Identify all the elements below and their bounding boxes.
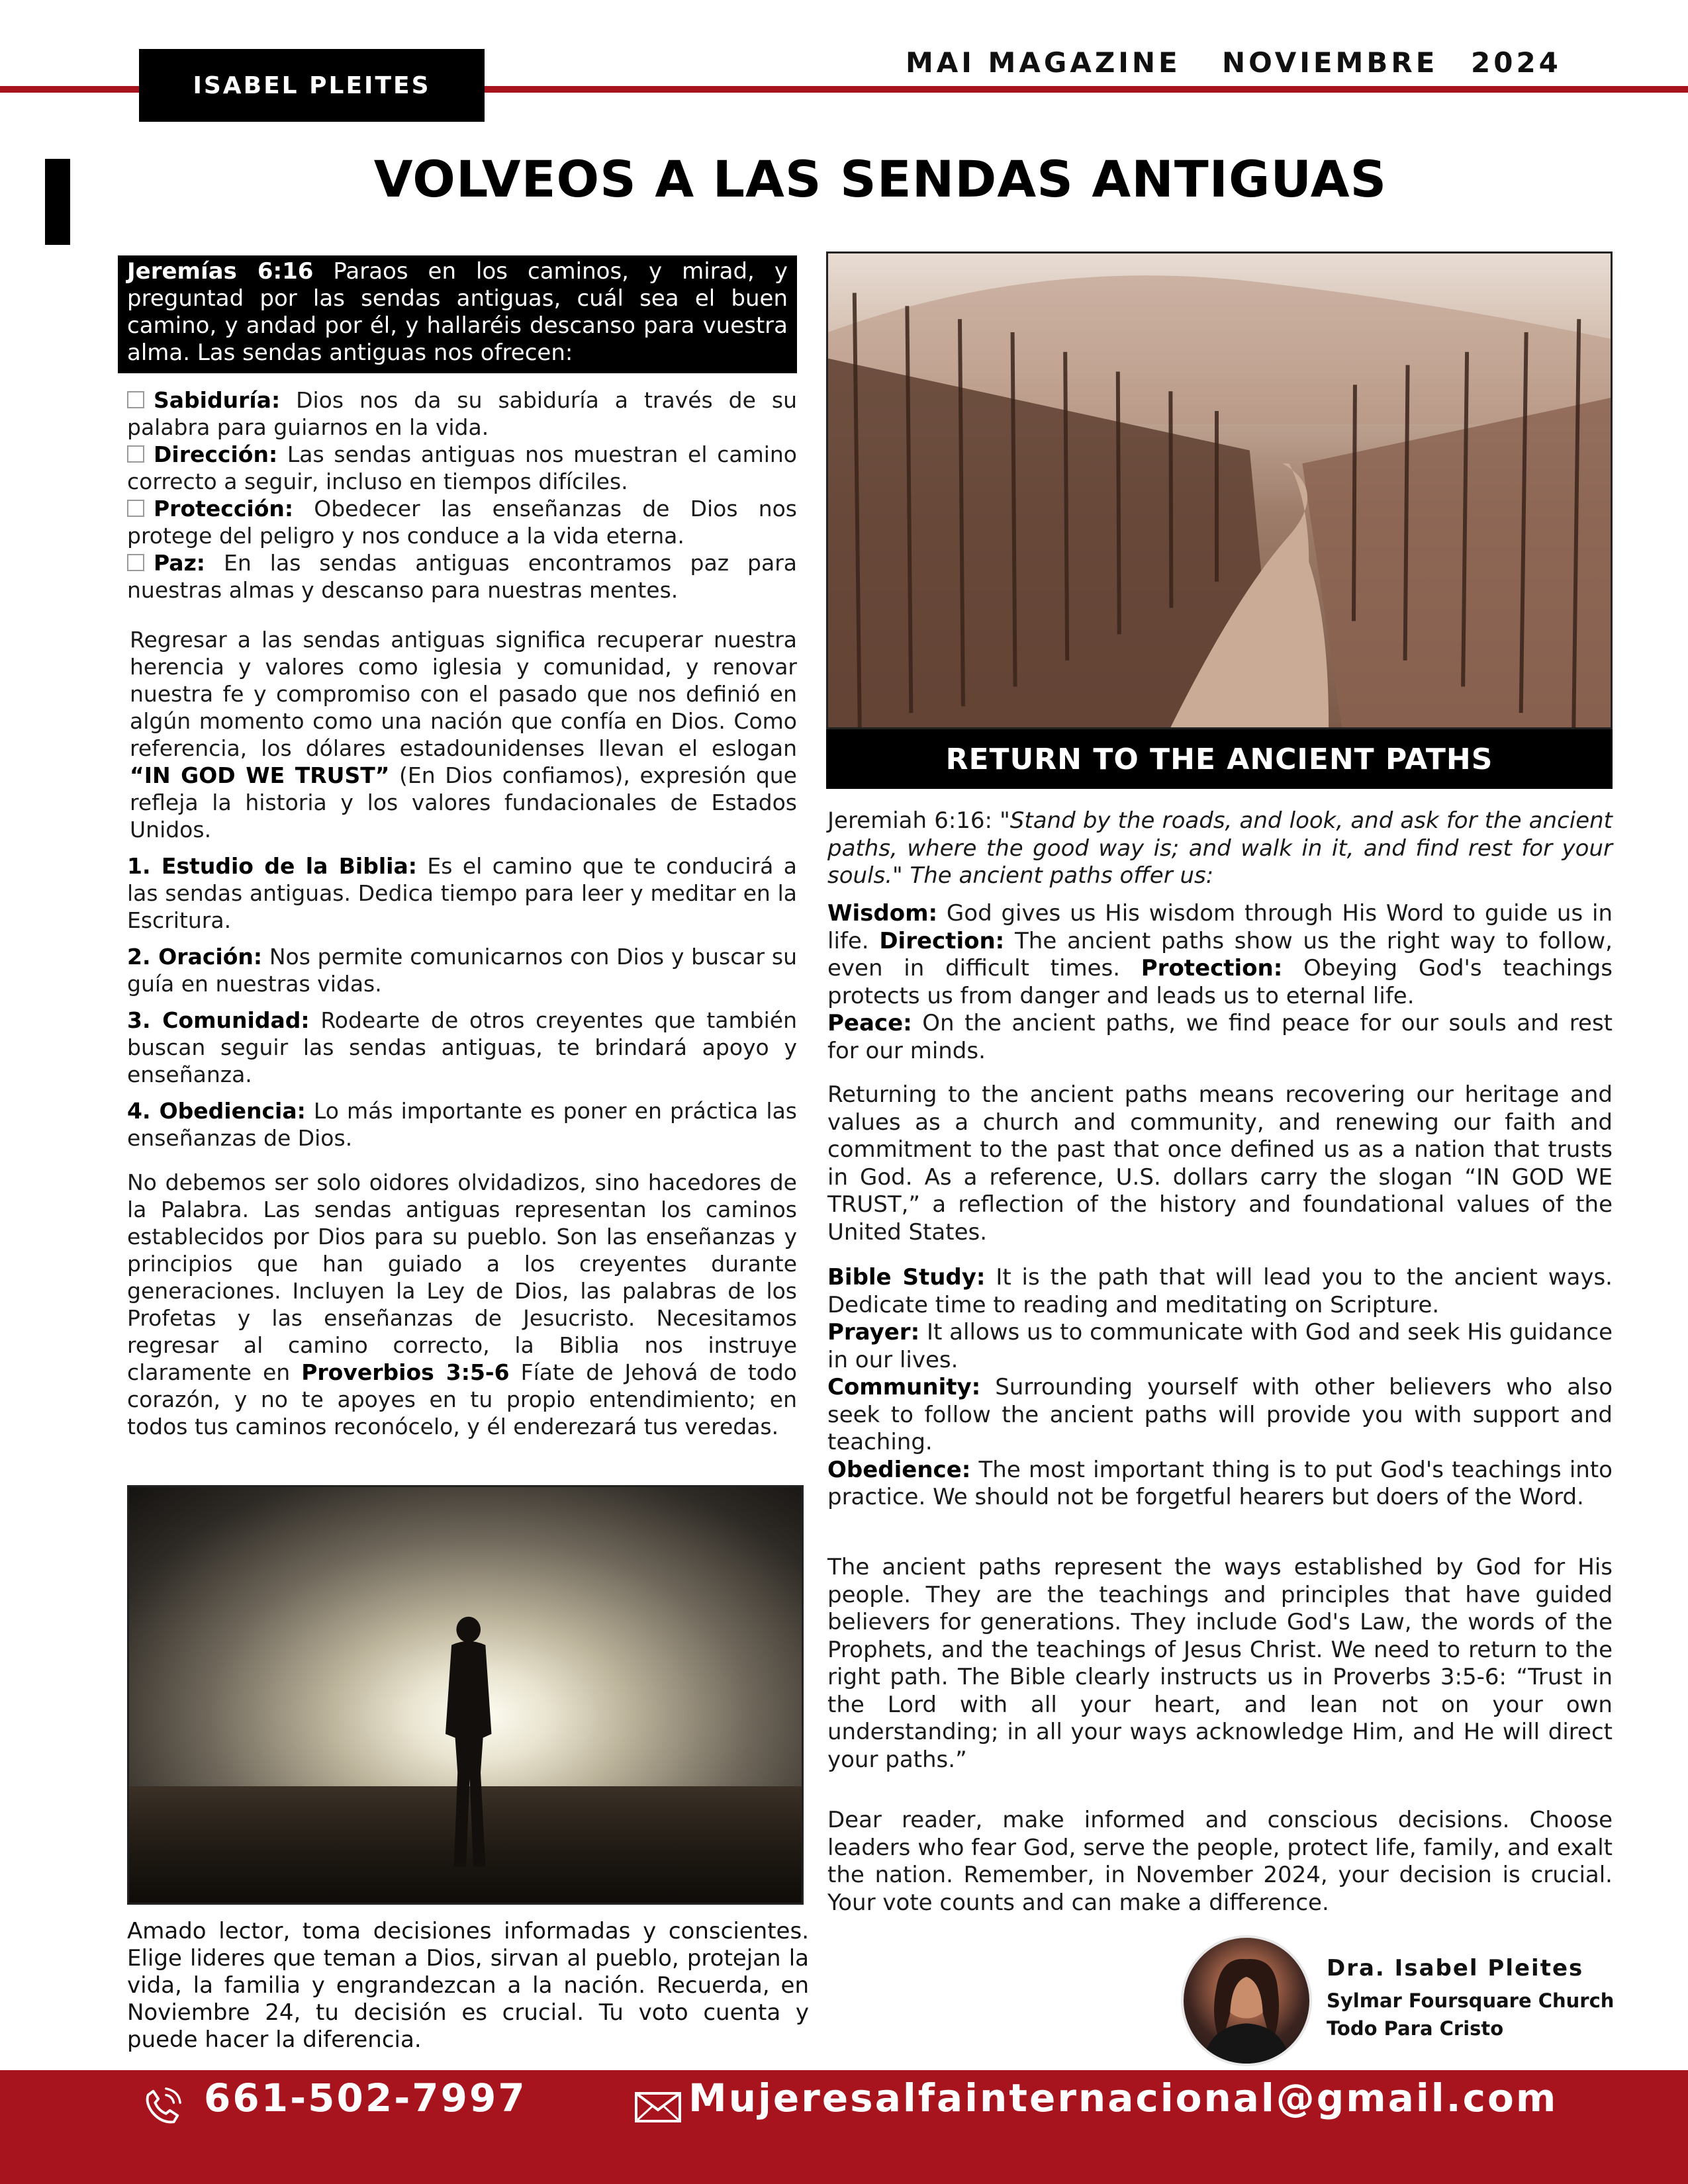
checkbox-icon xyxy=(127,554,144,571)
list-item: 2. Oración: Nos permite comunicarnos con Dios y buscar su guía en nuestras vidas. xyxy=(127,944,797,997)
list-item: Bible Study: It is the path that will lead you to the ancient ways. Dedicate time to reading and meditating on Scripture. xyxy=(827,1264,1613,1318)
author-avatar xyxy=(1181,1935,1312,2066)
author-portrait xyxy=(1184,1938,1309,2064)
issue-year: 2024 xyxy=(1471,46,1562,79)
spanish-closing: Amado lector, toma decisiones informadas y conscientes. Elige lideres que teman a Dios, sirvan al pueblo, protejan la vida, la familia y engrandezcan a la nación. Recuerda, en Noviembre 24, tu decisión es crucial. Tu voto cuenta y puede hacer la diferencia. xyxy=(127,1918,809,2053)
spanish-verse-box xyxy=(118,255,797,373)
spanish-benefits-list xyxy=(127,387,797,604)
english-steps-list xyxy=(827,1264,1613,1512)
list-item: Obedience: The most important thing is to put God's teachings into practice. We should not be forgetful hearers but doers of the Word. xyxy=(827,1456,1613,1510)
mail-icon xyxy=(634,2091,682,2123)
checkbox-icon xyxy=(127,445,144,463)
author-motto: Todo Para Cristo xyxy=(1327,2017,1504,2040)
photo-caption: RETURN TO THE ANCIENT PATHS xyxy=(826,729,1613,789)
issue-month: NOVIEMBRE xyxy=(1222,46,1438,79)
spanish-verse-text: Paraos en los caminos, y mirad, y preguntad por las sendas antiguas, cuál sea el buen camino, y andad por él, y hallaréis descanso para vuestra alma. Las sendas antiguas nos ofrecen: xyxy=(127,258,788,366)
list-item: Paz: En las sendas antiguas encontramos paz para nuestras almas y descanso para nuestras mentes. xyxy=(127,550,797,603)
list-item: 1. Estudio de la Biblia: Es el camino que te conducirá a las sendas antiguas. Dedica tiempo para leer y meditar en la Escritura. xyxy=(127,853,797,933)
spanish-verse-ref: Jeremías 6:16 xyxy=(127,258,314,285)
author-church: Sylmar Foursquare Church xyxy=(1327,1989,1615,2012)
magazine-name: MAI MAGAZINE xyxy=(906,46,1181,79)
author-name: Dra. Isabel Pleites xyxy=(1327,1955,1584,1981)
footer-phone[interactable]: 661-502-7997 xyxy=(204,2075,527,2120)
list-item: 3. Comunidad: Rodearte de otros creyentes que también buscan seguir las sendas antiguas, te brindará apoyo y enseñanza. xyxy=(127,1007,797,1087)
list-item: Prayer: It allows us to communicate with God and seek His guidance in our lives. xyxy=(827,1319,1613,1373)
list-item: Community: Surrounding yourself with other believers who also seek to follow the ancient paths will provide you with support and teaching. xyxy=(827,1374,1613,1455)
spanish-paragraph-heritage: Regresar a las sendas antiguas significa recuperar nuestra herencia y valores como iglesia y comunidad, y renovar nuestra fe y compromiso con el pasado que nos definió en algún momento como una nación que confía en Dios. Como referencia, los dólares estadounidenses llevan el eslogan “IN GOD WE TRUST” (En Dios confiamos), expresión que refleja la historia y los valores fundacionales de Estados Unidos. xyxy=(130,627,797,842)
spanish-paragraph-doers: No debemos ser solo oidores olvidadizos, sino hacedores de la Palabra. Las sendas antiguas representan los caminos establecidos por Dios para su pueblo. Son las enseñanzas y principios que han guiado a los creyentes durante generaciones. Incluyen la Ley de Dios, las palabras de los Profetas y las enseñanzas de Jesucristo. Necesitamos regresar al camino correcto, la Biblia nos instruye claramente en Proverbios 3:5-6 Fíate de Jehová de todo corazón, y no te apoyes en tu propio entendimiento; en todos tus caminos reconócelo, y él enderezará tus veredas. xyxy=(127,1169,797,1439)
road-illustration xyxy=(828,253,1611,727)
phone-icon xyxy=(142,2086,183,2127)
english-benefits: Wisdom: God gives us His wisdom through His Word to guide us in life. Direction: The ancient paths show us the right way to follow, even in difficult times. Protection: Obeying God's teachings protects us from danger and leads us to eternal life. Peace: On the ancient paths, we find peace for our souls and rest for our minds. xyxy=(827,900,1613,1064)
list-item: Protección: Obedecer las enseñanzas de Dios nos protege del peligro y nos conduce a la vida eterna. xyxy=(127,496,797,549)
man-silhouette xyxy=(438,1612,498,1869)
english-closing: Dear reader, make informed and conscious decisions. Choose leaders who fear God, serve the people, protect life, family, and exalt the nation. Remember, in November 2024, your decision is crucial. Your vote counts and can make a difference. xyxy=(827,1807,1613,1916)
author-tab: ISABEL PLEITES xyxy=(139,49,485,122)
side-accent-bar xyxy=(45,159,70,245)
english-paragraph-heritage: Returning to the ancient paths means recovering our heritage and values as a church and community, and renewing our faith and commitment to the past that once defined us as a nation that trusts in God. As a reference, U.S. dollars carry the slogan “IN GOD WE TRUST,” a reflection of the history and foundational values of the United States. xyxy=(827,1081,1613,1246)
checkbox-icon xyxy=(127,391,144,408)
country-road-photo xyxy=(826,251,1613,729)
article-title: VOLVEOS A LAS SENDAS ANTIGUAS xyxy=(373,150,1387,208)
list-item: 4. Obediencia: Lo más importante es poner en práctica las enseñanzas de Dios. xyxy=(127,1098,797,1151)
spanish-steps-list xyxy=(127,852,797,1161)
checkbox-icon xyxy=(127,500,144,517)
walking-man-photo xyxy=(127,1485,804,1905)
english-paragraph-paths: The ancient paths represent the ways established by God for His people. They are the teachings and principles that have guided believers for generations. They include God's Law, the words of the Prophets, and the teachings of Jesus Christ. We need to return to the right path. The Bible clearly instructs us in Proverbs 3:5-6: “Trust in the Lord with all your heart, and lean not on your own understanding; in all your ways acknowledge Him, and He will direct your paths.” xyxy=(827,1554,1613,1773)
list-item: Dirección: Las sendas antiguas nos muestran el camino correcto a seguir, incluso en tiempos difíciles. xyxy=(127,441,797,494)
english-verse: Jeremiah 6:16: "Stand by the roads, and look, and ask for the ancient paths, where the good way is; and walk in it, and find rest for your souls." The ancient paths offer us: xyxy=(827,807,1613,889)
list-item: Sabiduría: Dios nos da su sabiduría a través de su palabra para guiarnos en la vida. xyxy=(127,387,797,440)
footer-email[interactable]: Mujeresalfainternacional@gmail.com xyxy=(688,2075,1558,2120)
